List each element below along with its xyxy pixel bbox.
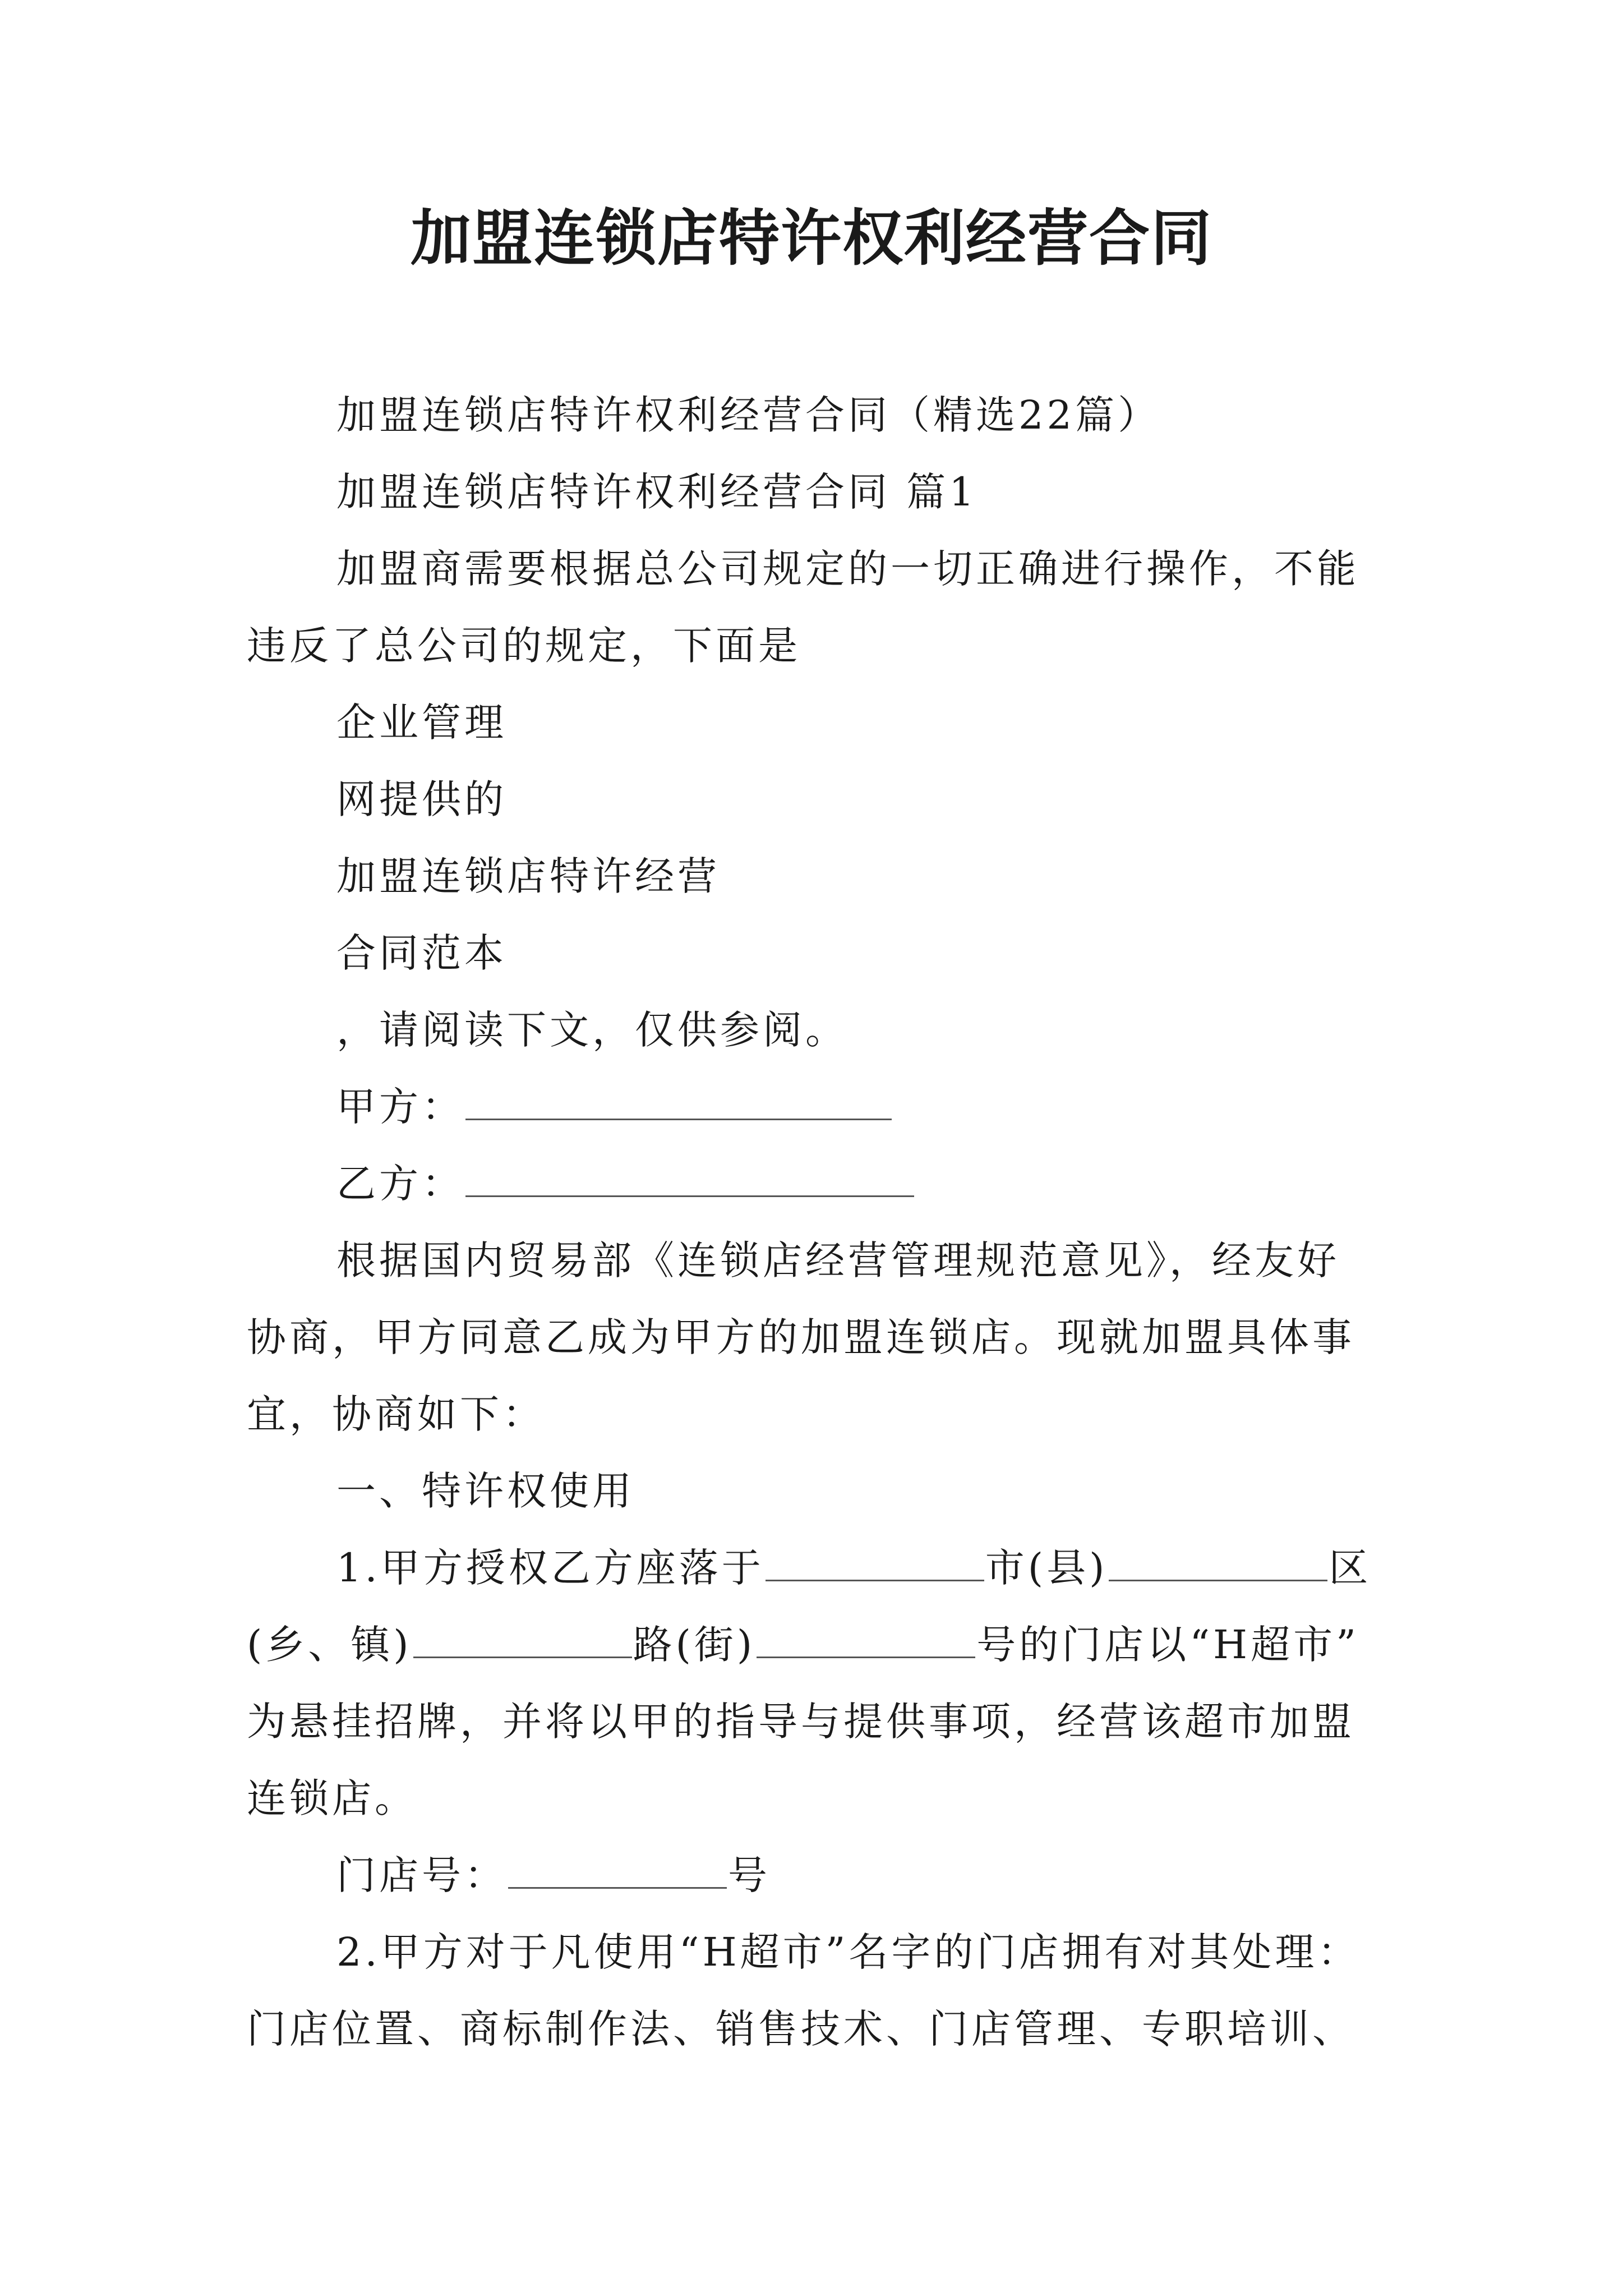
clause-1-line	[247, 1607, 1385, 1683]
intro-line: 合同范本	[336, 930, 507, 976]
part-heading: 加盟连锁店特许权利经营合同 篇1	[336, 469, 978, 515]
basis-line: 宜，协商如下：	[247, 1391, 545, 1437]
basis-line: 根据国内贸易部《连锁店经营管理规范意见》，经友好	[336, 1237, 1340, 1283]
subtitle: 加盟连锁店特许权利经营合同（精选22篇）	[336, 392, 1161, 438]
party-a-blank	[465, 1086, 892, 1120]
clause-text: 号的门店以“H超市”	[976, 1622, 1359, 1668]
clause-text: 1.甲方授权乙方座落于	[336, 1545, 764, 1591]
town-blank	[413, 1624, 632, 1658]
intro-line: 企业管理	[336, 700, 507, 746]
party-b-blank	[465, 1163, 914, 1197]
clause-text: (乡、镇)	[247, 1622, 412, 1668]
clause-text: 区	[1329, 1545, 1372, 1591]
district-blank	[1109, 1547, 1327, 1581]
party-b-line	[247, 1145, 1385, 1222]
party-a-label: 甲方：	[336, 1084, 464, 1130]
party-a-line	[247, 1069, 1385, 1145]
intro-line: 加盟商需要根据总公司规定的一切正确进行操作，不能	[336, 546, 1359, 592]
street-blank	[757, 1624, 975, 1658]
section-heading: 一、特许权使用	[336, 1468, 635, 1514]
document-body	[247, 377, 1385, 2068]
clause-1-line	[247, 1530, 1385, 1607]
store-number-blank	[508, 1855, 727, 1889]
clause-2-line: 2.甲方对于凡使用“H超市”名字的门店拥有对其处理：	[336, 1929, 1361, 1975]
basis-line: 协商，甲方同意乙成为甲方的加盟连锁店。现就加盟具体事	[247, 1314, 1355, 1360]
store-number-line	[247, 1837, 1385, 1914]
city-blank	[766, 1547, 984, 1581]
intro-line: 网提供的	[336, 776, 507, 822]
clause-text: 路(街)	[633, 1622, 756, 1668]
clause-2-line: 门店位置、商标制作法、销售技术、门店管理、专职培训、	[247, 2006, 1355, 2052]
store-number-suffix: 号	[728, 1852, 771, 1898]
document-title: 加盟连锁店特许权利经营合同	[410, 203, 1212, 274]
clause-1-line: 为悬挂招牌，并将以甲的指导与提供事项，经营该超市加盟	[247, 1699, 1355, 1745]
intro-line: ，请阅读下文，仅供参阅。	[336, 1007, 848, 1053]
store-number-label: 门店号：	[336, 1852, 507, 1898]
clause-text: 市(县)	[985, 1545, 1108, 1591]
intro-line: 违反了总公司的规定，下面是	[247, 623, 801, 669]
intro-line: 加盟连锁店特许经营	[336, 853, 720, 899]
party-b-label: 乙方：	[336, 1161, 464, 1207]
clause-1-line: 连锁店。	[247, 1775, 417, 1821]
